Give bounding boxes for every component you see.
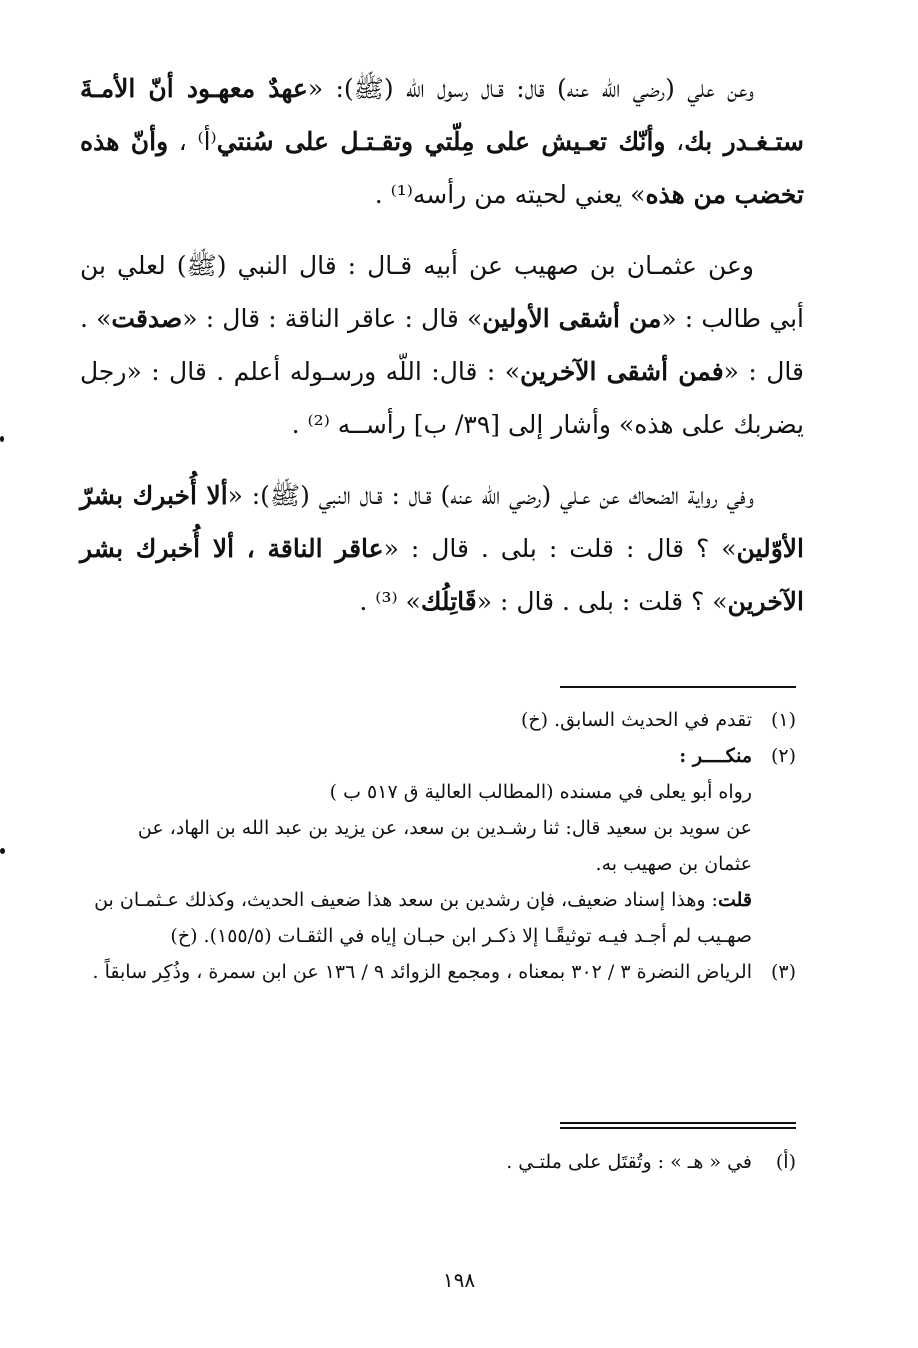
footnote-number: (أ) <box>775 1151 796 1173</box>
footnotes <box>90 702 796 990</box>
footnote-text: : وهذا إسناد ضعيف، فإن رشدين بن سعد هذا ضعيف الحديث، وكذلك عـثمـان بن صهـيب لم أجـد فيـه توثيقًـا إلا ذكـر ابن حبـان إياه في الثقـات (١٥٥/٥). (خ) <box>94 889 752 947</box>
footnote-3 <box>90 954 796 990</box>
variant-notes <box>90 1144 796 1180</box>
footnote-number: (٢) <box>770 745 796 767</box>
page-number: ١٩٨ <box>442 1268 476 1292</box>
footnote-rule <box>560 686 796 688</box>
footnote-grade: منكــــر : <box>679 745 752 767</box>
p1-hadith-1: عهدٌ معهـود أنّ الأمـةَ ستـغـدر بك <box>80 74 804 156</box>
p3-quote-1: ألا أُخبرك بشرّ الأوّلين <box>80 481 804 563</box>
scan-mark <box>0 436 4 442</box>
paragraph-3 <box>80 469 804 628</box>
p2-quote-2: صدقت <box>111 304 183 333</box>
p1-hadith-2: وأنّك تعـيش على مِلّتي وتقـتـل على سُنتي <box>216 127 666 156</box>
paragraph-2 <box>80 239 804 451</box>
footnote-a <box>90 1144 796 1180</box>
p1-sep: ، <box>665 127 685 156</box>
footnote-2 <box>90 738 796 774</box>
paragraph-1 <box>80 62 804 221</box>
footnote-text: تقدم في الحديث السابق. (خ) <box>520 709 752 731</box>
p3-text-2: » ؟ قال : قلت : بلى . قال : « <box>383 534 737 563</box>
footnote-number: (٣) <box>770 961 796 983</box>
p3-text-3: » ؟ قلت : بلى . قال : « <box>476 587 728 616</box>
p2-text-3: » . قال : « <box>80 304 804 386</box>
footnote-text: في « هـ » : وتُقتَل على ملتـي . <box>506 1151 752 1173</box>
main-text <box>80 62 804 646</box>
p3-quote-3: قَاتِلُك <box>420 587 477 616</box>
footnote-rule-2 <box>560 1122 796 1124</box>
p2-text-2: » قال : عاقر الناقة : قال : « <box>182 304 483 333</box>
footnote-qult: قلت <box>717 889 752 911</box>
p3-end: » ⁽³⁾ . <box>359 587 421 616</box>
footnote-text: رواه أبو يعلى في مسنده (المطالب العالية ق ٥١٧ ب ) <box>329 781 752 803</box>
p1-text: وعن علي (رضي الله عنه) قال: قـال رسول الله (ﷺ): « <box>307 74 754 103</box>
p1-hadith-3: وأنّ هذه تخضب من هذه <box>80 127 804 209</box>
p1-end: » يعني لحيته من رأسه⁽¹⁾ . <box>374 180 646 209</box>
p2-quote-1: من أشقى الأولين <box>482 304 662 333</box>
p2-text: وعن عثمـان بن صهيب عن أبيه قـال : قال النبي (ﷺ) لعلي بن أبي طالب : « <box>80 251 804 333</box>
p1-note-ref: ⁽أ⁾ ، <box>168 127 217 156</box>
p2-quote-3: فمن أشقى الآخرين <box>520 357 724 386</box>
p2-end: » : قال: اللّه ورسـوله أعلم . قال : «رجل يضربك على هذه» وأشار إلى [٣٩/ ب] رأســه ⁽²⁾ . <box>80 357 804 439</box>
footnote-number: (١) <box>770 709 796 731</box>
p3-text: وفي رواية الضحاك عن عـلي (رضي اللّه عنه) قـال : قـال النبي (ﷺ): « <box>227 481 754 510</box>
footnote-rule-3 <box>560 1127 796 1129</box>
footnote-text: عن سويد بن سعيد قال: ثنا رشـدين بن سعد، عن يزيد بن عبد الله بن الهاد، عن عثمان بن صهيب به. <box>137 817 752 875</box>
footnote-1 <box>90 702 796 738</box>
footnote-comment <box>90 882 796 954</box>
p3-quote-2: عاقر الناقة ، ألا أُخبرك بشر الآخرين <box>80 534 804 616</box>
scan-mark <box>0 848 5 854</box>
footnote-text: الرياض النضرة ٣ / ٣٠٢ بمعناه ، ومجمع الزوائد ٩ / ١٣٦ عن ابن سمرة ، وذُكِر سابقاً . <box>92 961 752 983</box>
